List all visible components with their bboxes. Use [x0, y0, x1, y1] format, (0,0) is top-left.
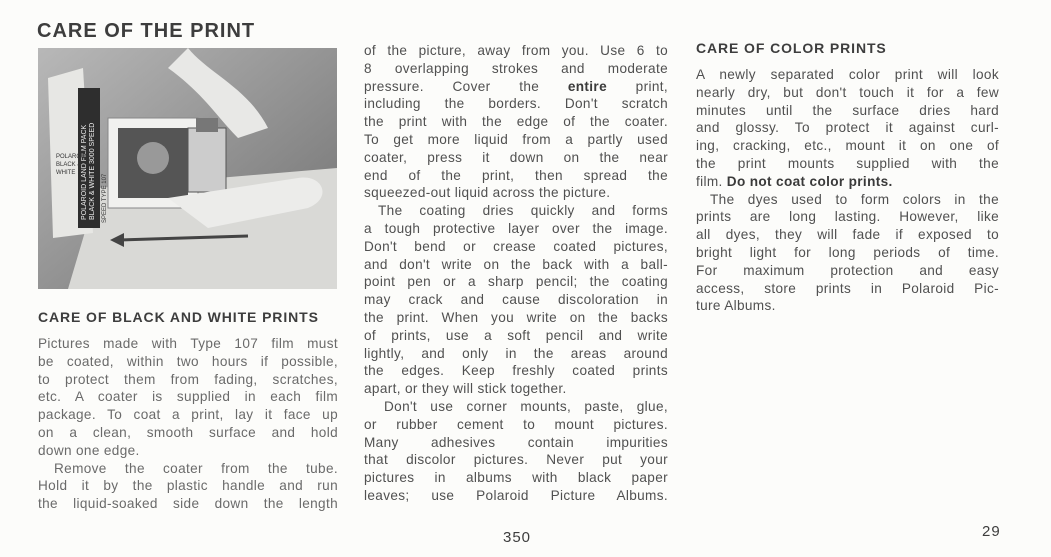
middle-column — [364, 42, 668, 505]
text-line: coater, press it down on the near — [364, 149, 668, 165]
text-run: print, — [606, 78, 668, 94]
film-pack-label: BLACK & WHITE 3000 SPEED — [89, 122, 96, 220]
coating-illustration — [38, 48, 337, 289]
coater — [188, 128, 226, 192]
bw-column — [38, 335, 338, 513]
text-line: leaves; use Polaroid Picture Albums. — [364, 487, 668, 503]
text-line: Remove the coater from the tube. — [54, 460, 338, 476]
mid-paragraph — [364, 42, 668, 202]
mid-paragraph — [364, 202, 668, 398]
film-pack-label: POLAROID LAND FILM PACK — [81, 124, 88, 220]
text-line: be coated, within two hours if possible, — [38, 353, 338, 369]
text-line: end of the print, then spread the — [364, 167, 668, 183]
film-pack-label: SPEED TYPE 107 — [102, 173, 108, 223]
text-line — [364, 78, 668, 96]
text-line: down one edge. — [38, 442, 140, 458]
text-line: Many adhesives contain impurities — [364, 434, 668, 450]
bw-heading: CARE OF BLACK AND WHITE PRINTS — [38, 309, 319, 325]
film-pack-label: WHITE — [56, 170, 76, 176]
text-line: Pictures made with Type 107 film must — [38, 336, 338, 351]
text-line: the print with the edge of the coater. — [364, 114, 668, 130]
text-line: the edges. Keep freshly coated prints — [364, 363, 668, 379]
film-pack-label: BLACK & — [56, 162, 82, 168]
text-line: of the picture, away from you. Use 6 to — [364, 43, 668, 58]
text-line: a tough protective layer over the image. — [364, 220, 668, 236]
text-line: ing, cracking, etc., mount it on one of — [696, 138, 999, 154]
color-heading: CARE OF COLOR PRINTS — [696, 40, 887, 56]
text-line: or rubber cement to mount pictures. — [364, 416, 668, 432]
text-run: film. — [696, 173, 727, 189]
text-line: package. To coat a print, lay it face up — [38, 407, 338, 423]
mid-paragraph — [364, 398, 668, 505]
coating-photo — [38, 48, 337, 289]
text-line — [696, 173, 999, 191]
page-number-center: 350 — [503, 529, 532, 546]
page-number-right: 29 — [982, 523, 1001, 540]
text-line: A newly separated color print will look — [696, 67, 999, 82]
bw-paragraph — [38, 335, 338, 460]
color-column — [696, 66, 999, 315]
text-line: that discolor pictures. Never put your — [364, 452, 668, 468]
text-line: apart, or they will stick together. — [364, 381, 567, 397]
text-line: To get more liquid from a partly used — [364, 131, 668, 147]
color-paragraph — [696, 191, 999, 316]
text-line: squeezed-out liquid across the picture. — [364, 185, 611, 201]
emphasis: Do not coat color prints. — [726, 173, 893, 189]
text-line: The coating dries quickly and forms — [378, 203, 668, 219]
text-run: pressure. Cover the — [364, 78, 568, 94]
text-line: lightly, and only in the areas around — [364, 345, 668, 361]
text-line: to protect them from fading, scratches, — [38, 371, 338, 387]
text-line: the print mounts supplied with the — [696, 155, 999, 171]
text-line: Don't bend or crease coated pictures, — [364, 238, 668, 254]
text-line: all dyes, they will fade if exposed to — [696, 227, 999, 243]
text-line: Don't use corner mounts, paste, glue, — [384, 398, 668, 414]
color-paragraph — [696, 66, 999, 191]
text-line: Hold it by the plastic handle and run — [38, 478, 338, 494]
text-line: prints are long lasting. However, like — [696, 209, 999, 225]
text-line: For maximum protection and easy — [696, 262, 999, 278]
text-line: may crack and cause discoloration in — [364, 292, 668, 308]
text-line: and glossy. To protect it against curl- — [696, 120, 999, 136]
page-title: CARE OF THE PRINT — [37, 20, 256, 42]
bw-paragraph — [38, 460, 338, 513]
text-line: minutes until the surface dries hard — [696, 102, 999, 118]
film-pack-label: POLAROID — [56, 154, 88, 160]
text-line: including the borders. Don't scratch — [364, 96, 668, 112]
text-line: bright light for long periods of time. — [696, 244, 999, 260]
text-line: point pen or a sharp pencil; the coating — [364, 274, 668, 290]
text-line: of prints, use a soft pencil and write — [364, 327, 668, 343]
text-line: ture Albums. — [696, 298, 776, 314]
text-line: pictures in albums with black paper — [364, 470, 668, 486]
text-line: the liquid-soaked side down the length — [38, 496, 338, 512]
emphasis: entire — [567, 78, 607, 94]
text-line: on a clean, smooth surface and hold — [38, 424, 338, 440]
text-line: the print. When you write on the backs — [364, 309, 668, 325]
text-line: The dyes used to form colors in the — [710, 191, 999, 207]
text-line: nearly dry, but don't touch it for a few — [696, 84, 999, 100]
text-line: etc. A coater is supplied in each film — [38, 389, 338, 405]
text-line: 8 overlapping strokes and moderate — [364, 60, 668, 76]
text-line: access, store prints in Polaroid Pic- — [696, 280, 999, 296]
text-line: and don't write on the back with a ball- — [364, 256, 668, 272]
